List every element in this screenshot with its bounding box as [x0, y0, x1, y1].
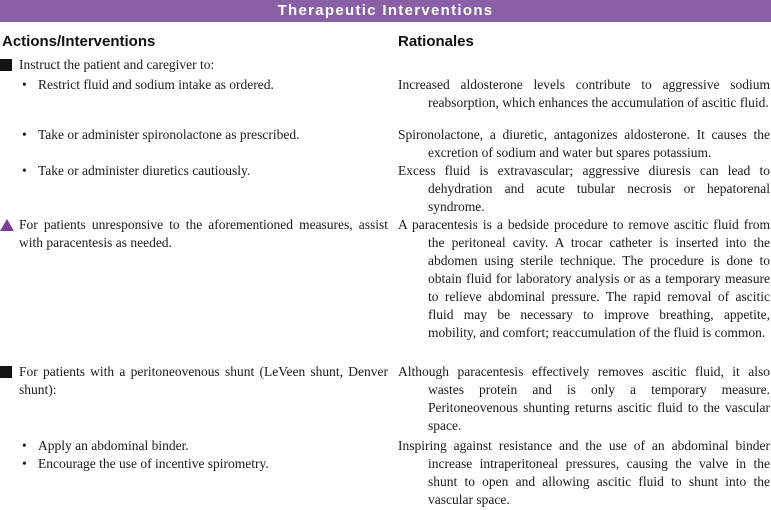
action-item	[0, 363, 388, 399]
table-row	[0, 76, 771, 126]
actions-cell	[0, 363, 398, 437]
action-item	[0, 437, 388, 455]
table-row	[0, 162, 771, 216]
rationale-cell	[398, 126, 771, 162]
actions-cell	[0, 216, 398, 363]
action-item	[0, 56, 388, 74]
action-text: For patients unresponsive to the aforementioned measures, assist with paracentesis as needed.	[19, 217, 388, 250]
action-item	[0, 216, 388, 252]
round-bullet-icon: •	[22, 163, 27, 178]
table-row	[0, 56, 771, 76]
actions-cell	[0, 56, 398, 76]
action-text: Apply an abdominal binder.	[38, 438, 189, 453]
action-text: Take or administer spironolactone as prescribed.	[38, 127, 300, 142]
rationale-cell	[398, 437, 771, 510]
rationale-text: Although paracentesis effectively removes ascitic fluid, it also wastes protein and is only a temporary measure. Peritoneovenous shunting returns ascitic fluid to the vascular space.	[398, 364, 770, 433]
rationale-cell	[398, 76, 771, 126]
column-headers	[0, 33, 771, 56]
triangle-bullet-icon	[0, 219, 14, 231]
actions-cell	[0, 162, 398, 216]
round-bullet-icon: •	[22, 438, 27, 453]
table-row	[0, 126, 771, 162]
actions-cell	[0, 76, 398, 126]
square-bullet-icon	[0, 366, 12, 378]
action-item	[0, 76, 388, 94]
table-row	[0, 363, 771, 437]
column-header-actions: Actions/Interventions	[2, 33, 156, 50]
rationale-cell	[398, 56, 771, 76]
table-title-bar	[0, 0, 771, 22]
rationale-text: A paracentesis is a bedside procedure to remove ascitic fluid from the peritoneal cavity. A trocar catheter is inserted into the abdomen using sterile technique. The procedure is done to obtain fluid for laboratory analysis or as a temporary measure to relieve abdominal pressure. The rapid removal of ascitic fluid may be necessary to improve breathing, appetite, mobility, and comfort; reaccumulation of the fluid is common.	[398, 217, 770, 340]
rationale-text: Spironolactone, a diuretic, antagonizes aldosterone. It causes the excretion of sodium and water but spares potassium.	[398, 127, 770, 160]
action-text: Take or administer diuretics cautiously.	[38, 163, 251, 178]
action-item	[0, 455, 388, 473]
rationale-cell	[398, 363, 771, 437]
table-body	[0, 56, 771, 510]
round-bullet-icon: •	[22, 127, 27, 142]
rationale-cell	[398, 162, 771, 216]
action-text: Instruct the patient and caregiver to:	[19, 57, 215, 72]
action-item	[0, 162, 388, 180]
column-header-rationales: Rationales	[398, 33, 474, 50]
round-bullet-icon: •	[22, 77, 27, 92]
action-text: For patients with a peritoneovenous shunt (LeVeen shunt, Denver shunt):	[19, 364, 388, 397]
rationale-text: Inspiring against resistance and the use of an abdominal binder increase intraperitoneal pressures, causing the valve in the shunt to open and allowing ascitic fluid to shunt into the vascular space.	[398, 438, 770, 507]
actions-cell	[0, 126, 398, 162]
actions-cell	[0, 437, 398, 510]
action-text: Encourage the use of incentive spirometry.	[38, 456, 269, 471]
rationale-text: Excess fluid is extravascular; aggressive diuresis can lead to dehydration and acute tubular necrosis or hepatorenal syndrome.	[398, 163, 770, 214]
round-bullet-icon: •	[22, 456, 27, 471]
square-bullet-icon	[0, 59, 12, 71]
table-row	[0, 437, 771, 510]
action-item	[0, 126, 388, 144]
table-row	[0, 216, 771, 363]
rationale-text: Increased aldosterone levels contribute to aggressive sodium reabsorption, which enhances the accumulation of ascitic fluid.	[398, 77, 770, 110]
action-text: Restrict fluid and sodium intake as ordered.	[38, 77, 274, 92]
rationale-cell	[398, 216, 771, 363]
table-title: Therapeutic Interventions	[277, 2, 494, 19]
